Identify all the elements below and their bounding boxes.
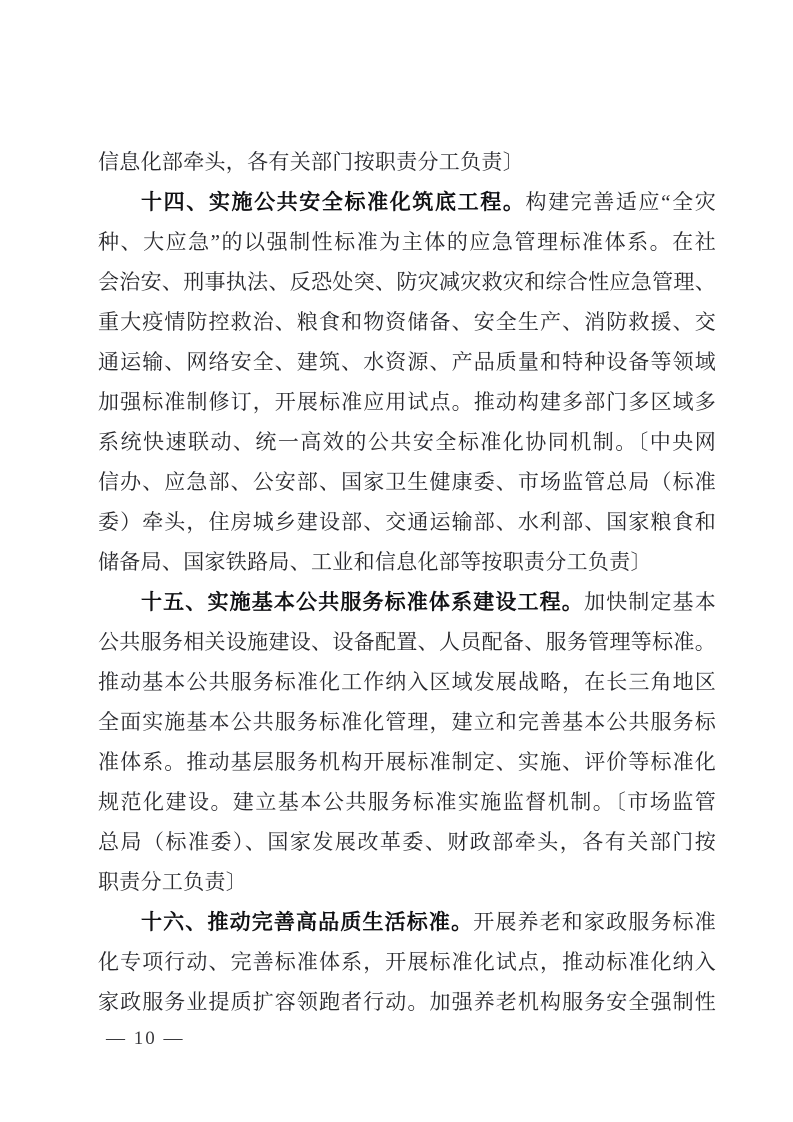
text-line: 职责分工负责〕 <box>98 870 248 894</box>
section-heading: 十四、实施公共安全标准化筑底工程。 <box>141 191 526 214</box>
section-heading-line: 十五、实施基本公共服务标准体系建设工程。加快制定基本 <box>141 590 716 614</box>
text-line: 加强标准制修订，开展标准应用试点。推动构建多部门多区域多 <box>98 390 716 414</box>
text-line: 信息化部牵头，各有关部门按职责分工负责〕 <box>98 150 524 174</box>
text-line: 系统快速联动、统一高效的公共安全标准化协同机制。〔中央网 <box>98 430 716 454</box>
text-line: 公共服务相关设施建设、设备配置、人员配备、服务管理等标准。 <box>98 630 716 654</box>
text-line: 规范化建设。建立基本公共服务标准实施监督机制。〔市场监管 <box>98 790 716 814</box>
text-line: 重大疫情防控救治、粮食和物资储备、安全生产、消防救援、交 <box>98 310 716 334</box>
text-line: 委）牵头，住房城乡建设部、交通运输部、水利部、国家粮食和 <box>98 510 716 534</box>
text-block <box>98 142 716 1022</box>
section-heading-line: 十四、实施公共安全标准化筑底工程。构建完善适应“全灾 <box>141 190 716 214</box>
text-line: 种、大应急”的以强制性标准为主体的应急管理标准体系。在社 <box>98 230 716 254</box>
text-line: 化专项行动、完善标准体系，开展标准化试点，推动标准化纳入 <box>98 950 716 974</box>
text-line: 准体系。推动基层服务机构开展标准制定、实施、评价等标准化 <box>98 750 716 774</box>
text-line: 全面实施基本公共服务标准化管理，建立和完善基本公共服务标 <box>98 710 716 734</box>
section-heading: 十五、实施基本公共服务标准体系建设工程。 <box>141 591 584 614</box>
text-line: 会治安、刑事执法、反恐处突、防灾减灾救灾和综合性应急管理、 <box>98 270 716 294</box>
text-line: 家政服务业提质扩容领跑者行动。加强养老机构服务安全强制性 <box>98 990 716 1014</box>
text-line: 总局（标准委）、国家发展改革委、财政部牵头，各有关部门按 <box>98 830 716 854</box>
section-heading: 十六、推动完善高品质生活标准。 <box>141 911 474 934</box>
text-line: 储备局、国家铁路局、工业和信息化部等按职责分工负责〕 <box>98 550 652 574</box>
text-line: 通运输、网络安全、建筑、水资源、产品质量和特种设备等领域 <box>98 350 716 374</box>
page-number: — 10 — <box>106 1028 185 1049</box>
text-line: 信办、应急部、公安部、国家卫生健康委、市场监管总局（标准 <box>98 470 716 494</box>
text-line: 推动基本公共服务标准化工作纳入区域发展战略，在长三角地区 <box>98 670 716 694</box>
section-heading-line: 十六、推动完善高品质生活标准。开展养老和家政服务标准 <box>141 910 716 934</box>
